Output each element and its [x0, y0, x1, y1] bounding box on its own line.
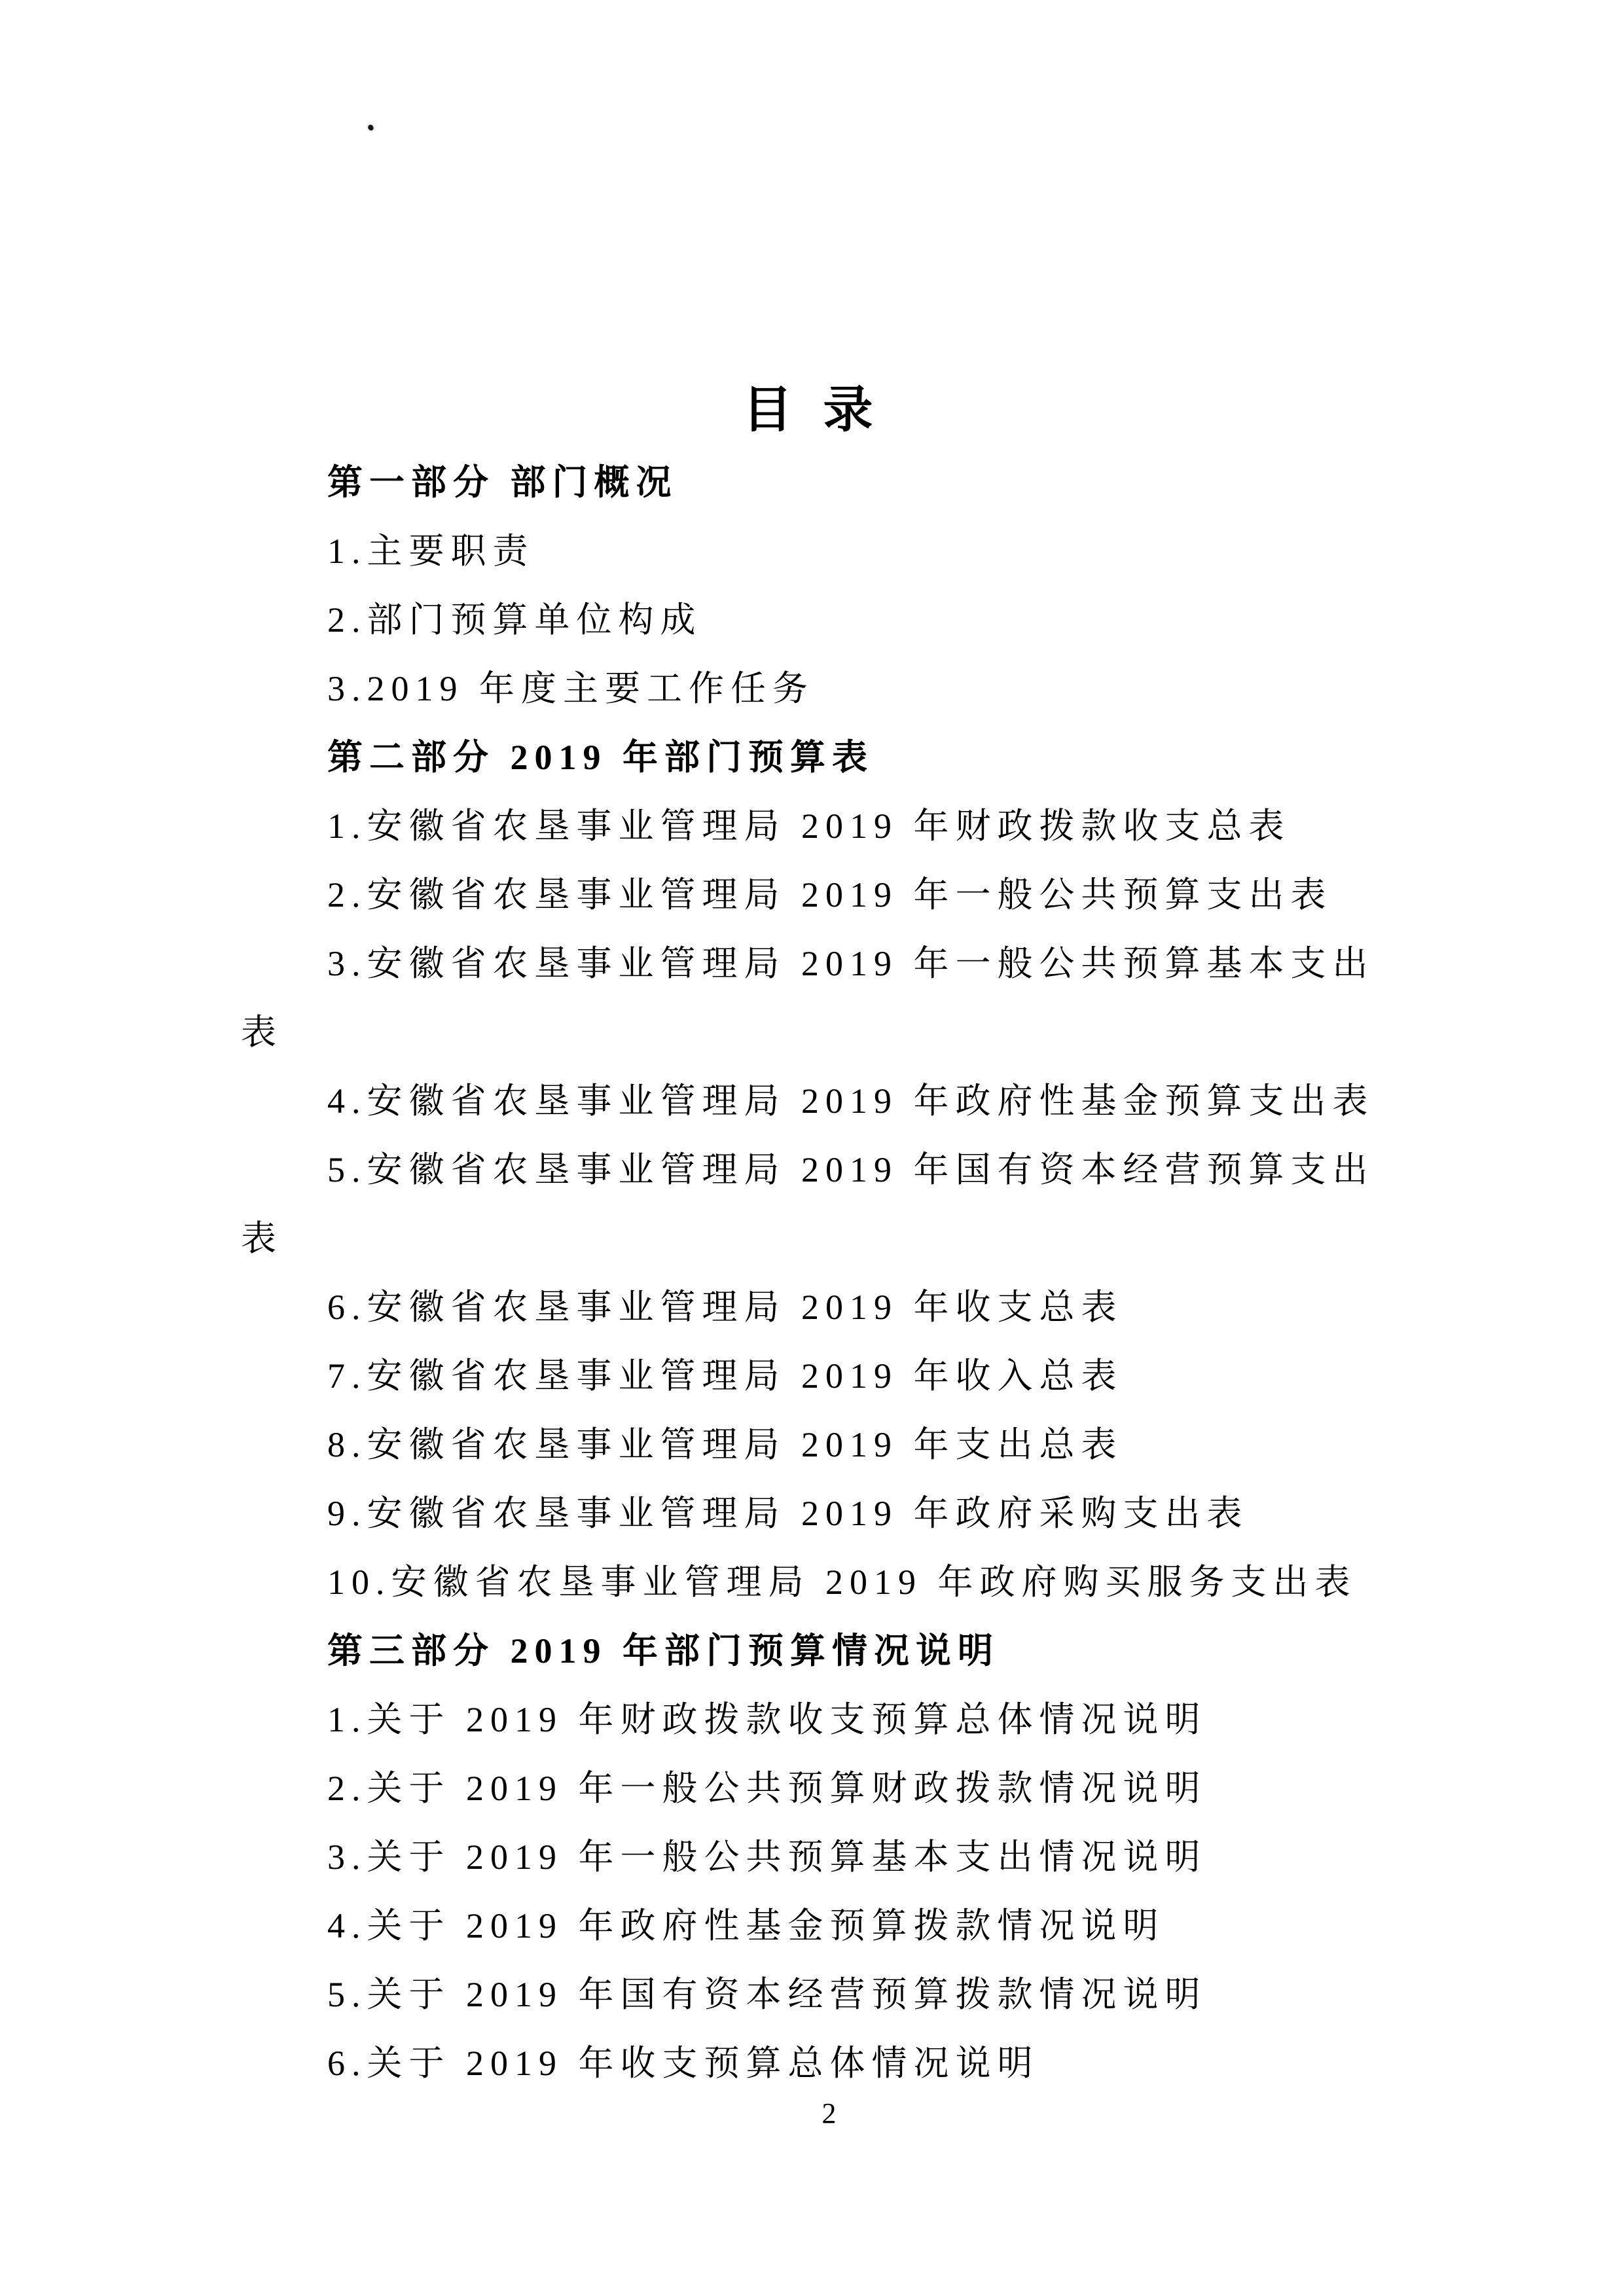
- page-title: 目 录: [742, 383, 882, 438]
- toc-entry: 8.安徽省农垦事业管理局 2019 年支出总表: [327, 1425, 1123, 1464]
- toc-entry: 4.安徽省农垦事业管理局 2019 年政府性基金预算支出表: [327, 1081, 1375, 1121]
- toc-entry: 5.安徽省农垦事业管理局 2019 年国有资本经营预算支出: [327, 1150, 1375, 1189]
- section-1-heading: 第一部分 部门概况: [327, 463, 678, 502]
- toc-entry: 2.安徽省农垦事业管理局 2019 年一般公共预算支出表: [327, 875, 1333, 914]
- toc-entry-continuation: 表: [241, 1219, 283, 1258]
- toc-entry: 1.主要职责: [327, 532, 535, 571]
- toc-entry: 3.安徽省农垦事业管理局 2019 年一般公共预算基本支出: [327, 944, 1375, 983]
- toc-entry: 4.关于 2019 年政府性基金预算拨款情况说明: [327, 1906, 1165, 1945]
- toc-entry: 5.关于 2019 年国有资本经营预算拨款情况说明: [327, 1975, 1207, 2014]
- toc-content: [241, 0, 1384, 2098]
- toc-entry: 3.关于 2019 年一般公共预算基本支出情况说明: [327, 1837, 1207, 1877]
- toc-entry: 1.安徽省农垦事业管理局 2019 年财政拨款收支总表: [327, 806, 1291, 846]
- page-number: 2: [821, 2097, 837, 2129]
- section-3-heading: 第三部分 2019 年部门预算情况说明: [327, 1631, 1000, 1671]
- toc-entry: 6.关于 2019 年收支预算总体情况说明: [327, 2044, 1039, 2083]
- toc-entry: 3.2019 年度主要工作任务: [327, 669, 814, 708]
- toc-entry: 7.安徽省农垦事业管理局 2019 年收入总表: [327, 1356, 1123, 1396]
- toc-entry: 2.部门预算单位构成: [327, 600, 702, 640]
- toc-entry: 10.安徽省农垦事业管理局 2019 年政府购买服务支出表: [327, 1563, 1357, 1602]
- toc-entry: 6.安徽省农垦事业管理局 2019 年收支总表: [327, 1288, 1123, 1327]
- toc-entry: 9.安徽省农垦事业管理局 2019 年政府采购支出表: [327, 1494, 1249, 1533]
- toc-entry: 1.关于 2019 年财政拨款收支预算总体情况说明: [327, 1700, 1207, 1739]
- toc-entry: 2.关于 2019 年一般公共预算财政拨款情况说明: [327, 1769, 1207, 1808]
- section-2-heading: 第二部分 2019 年部门预算表: [327, 738, 874, 777]
- toc-entry-continuation: 表: [241, 1013, 283, 1052]
